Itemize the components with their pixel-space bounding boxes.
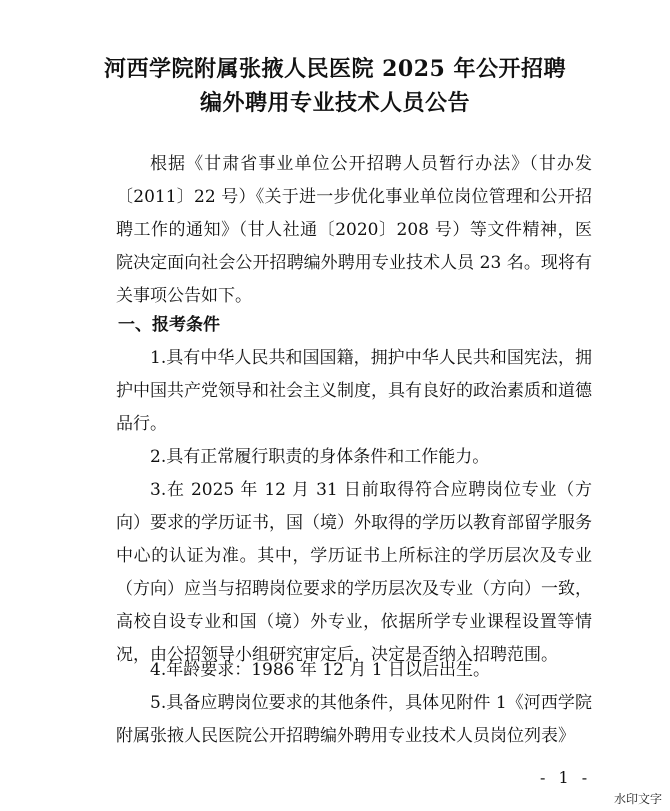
page-number: - 1 - (540, 768, 592, 787)
condition-item-5: 5.具备应聘岗位要求的其他条件，具体见附件 1《河西学院附属张掖人民医院公开招聘编外聘用专业技术人员岗位列表》 (116, 693, 592, 746)
condition-item-4: 4.年龄要求：1986 年 12 月 1 日以后出生。 (150, 660, 490, 680)
document-title-line2: 编外聘用专业技术人员公告 (199, 90, 470, 116)
condition-item-2: 2.具有正常履行职责的身体条件和工作能力。 (150, 447, 490, 467)
watermark-text: 水印文字 (613, 792, 662, 806)
condition-item-1: 1.具有中华人民共和国国籍，拥护中华人民共和国宪法，拥护中国共产党领导和社会主义制度，具有良好的政治素质和道德品行。 (116, 348, 592, 434)
intro-paragraph: 根据《甘肃省事业单位公开招聘人员暂行办法》（甘办发〔2011〕22 号）《关于进一步优化事业单位岗位管理和公开招聘工作的通知》（甘人社通〔2020〕208 号）等文件精神，医院决定面向社会公开招聘编外聘用专业技术人员 23 名。现将有关事项公告如下。 (116, 154, 592, 306)
condition-item-3: 3.在 2025 年 12 月 31 日前取得符合应聘岗位专业（方向）要求的学历证书，国（境）外取得的学历以教育部留学服务中心的认证为准。其中，学历证书上所标注的学历层次及专业（方向）应当与招聘岗位要求的学历层次及专业（方向）一致，高校自设专业和国（境）外专业，依据所学专业课程设置等情况，由公招领导小组研究审定后，决定是否纳入招聘范围。 (116, 480, 592, 665)
section-heading: 一、报考条件 (118, 315, 220, 335)
document-title-line1: 河西学院附属张掖人民医院 2025 年公开招聘 (103, 56, 567, 82)
